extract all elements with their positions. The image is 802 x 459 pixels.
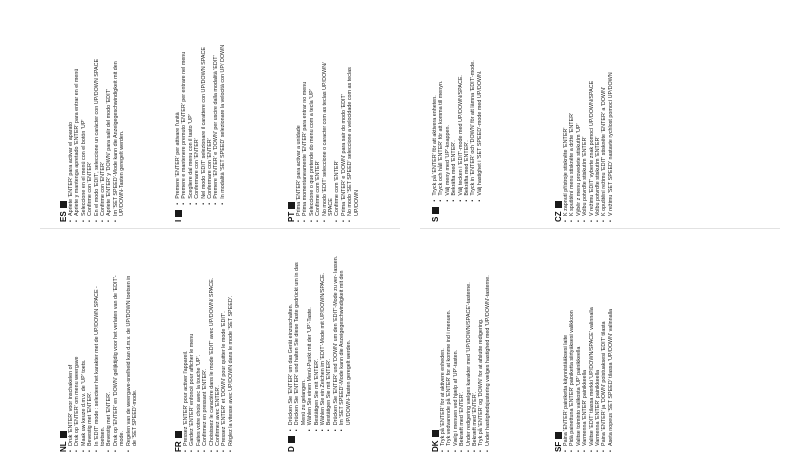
instruction-item: • Välj tecken i 'EDIT'-mode med UP/DOWN/SPACE. <box>458 24 464 202</box>
language-code-label: S <box>431 216 440 222</box>
instruction-item: • Bestätigen Sie mit 'ENTER'. <box>314 253 320 431</box>
instruction-item: • Volbu potvrďte stiskutím 'ENTER' <box>582 44 588 222</box>
instruction-item: • Faites votre choix avec la touche 'UP'. <box>196 274 202 452</box>
language-code-label: ES <box>59 211 68 222</box>
instruction-item: • En el modo 'EDIT', seleccione un carácter con UP/DOWN SPACE <box>94 44 100 222</box>
instruction-item: • Drücken Sie 'ENTER' um das Gerät einzuschalten. <box>288 253 294 431</box>
section-fr <box>175 252 234 452</box>
instruction-item: • Bevestig met 'ENTER'. <box>87 274 93 452</box>
instruction-item: • K zapnutí přístroje stiskněte 'ENTER' <box>563 44 569 222</box>
instruction-list <box>296 44 360 222</box>
language-code <box>555 201 563 222</box>
instruction-list <box>68 274 138 452</box>
instruction-list <box>183 274 234 452</box>
instruction-item: • Tryk vedvarende på 'ENTER' for at komme ind i menuen. <box>446 274 452 452</box>
language-code-label: I <box>174 219 183 222</box>
instruction-item: • Tryck på 'ENTER' för att aktivera enheten. <box>432 24 438 202</box>
section-es <box>60 22 126 222</box>
instruction-item: • Bekräfta med 'ENTER'. <box>464 24 470 202</box>
instruction-item: • Prima 'ENTER' e 'DOWN' para sair do modo 'EDIT' <box>341 44 347 222</box>
instruction-item: • Wählen Sie ein Zeichen im 'EDIT'-Mode mit UP/DOWN/SPACE. <box>320 253 326 431</box>
instruction-item: • Premere 'ENTER' per attivare l'unità <box>175 27 181 205</box>
instruction-item: • Druk 'ENTER' voor inschakelen of <box>68 274 74 452</box>
instruction-item: • Maak uw keuze d.m.v. de 'UP' toets. <box>81 274 87 452</box>
instruction-item: • Paina 'ENTER' painiketta käynnistääksesi laite <box>563 274 569 452</box>
instruction-item: • Confirme con 'ENTER' <box>100 44 106 222</box>
language-code-label: PT <box>287 211 296 222</box>
instruction-item: • Confirme com 'ENTER' <box>315 44 321 222</box>
language-code <box>175 210 183 222</box>
section-sf <box>555 252 614 452</box>
instruction-item: • Apriete y mantenga apretado 'ENTER' para entrar en el menú <box>74 44 80 222</box>
instruction-item: • Bevestig met 'ENTER'. <box>106 274 112 452</box>
section-d <box>288 252 352 452</box>
instruction-list <box>175 27 226 205</box>
language-marker-icon <box>60 201 67 208</box>
instruction-item: • Confirme con 'ENTER' <box>87 44 93 222</box>
instruction-item: • Choisissez le caractère dans le mode 'EDIT' avec UP/DOWN/ SPACE. <box>209 274 215 452</box>
instruction-item: • In modalità 'SET SPEED' selezionare la velocità con UP/ DOWN <box>220 27 226 205</box>
instruction-item: • Confirme com 'ENTER' <box>334 44 340 222</box>
language-marker-icon <box>432 207 439 214</box>
instruction-item: • Pidä painettuna 'ENTER' painiketta siirtyäksesi valikkoon <box>569 274 575 452</box>
instruction-item: • Bekräfta med 'ENTER'. <box>451 24 457 202</box>
instruction-item: • Premere e mantenere premuto 'ENTER' per entrare nel menu <box>181 27 187 205</box>
instruction-item: • Pressez 'ENTER' pour activer l'appareil. <box>183 274 189 452</box>
instruction-item: • Druk op 'ENTER' om menu weergave <box>74 274 80 452</box>
language-code-label: DK <box>431 440 440 452</box>
instruction-item: • Premere 'ENTER' e 'DOWN' per uscire dalla modalità 'EDIT' <box>213 27 219 205</box>
instruction-item: • No modo 'EDIT' seleccione o caracter com as teclas UP/DOWN/ SPACE <box>322 44 335 222</box>
instruction-item: • Välj hastighet i 'SET SPEED'-mode med UP/DOWN. <box>477 24 483 202</box>
instruction-item: • Výběr z menu provedete stiskutím 'UP' <box>576 44 582 222</box>
language-marker-icon <box>555 432 562 439</box>
instruction-item: • No modo 'SET SPEED' seleccione a velocidade com as teclas UP/DOWN <box>347 44 360 222</box>
instruction-item: • Paina 'ENTER' ja 'DOWN' poistuaksesi 'EDIT' tilasta <box>601 274 607 452</box>
divider <box>40 228 400 229</box>
instruction-item: • Regelen van de weergave-snelheid kan d.m.v. de UP/DOWN toetsen in de 'SET SPEED'-mode. <box>126 274 139 452</box>
instruction-item: • In 'EDIT' mode : selecteer het karakter met de UP/DOWN SPACE - toetsen. <box>94 274 107 452</box>
instruction-item: • V režimu 'SET SPEED' nastavte rychlost pomocí UP/DOWN <box>608 44 614 222</box>
language-code <box>288 202 296 222</box>
language-code <box>555 432 563 452</box>
instruction-item: • Confirmez en pressant 'ENTER'. <box>202 274 208 452</box>
instruction-item: • Prima momentaneamente 'ENTER' para entrar no menu <box>302 44 308 222</box>
instruction-list <box>432 24 483 202</box>
instruction-item: • Nel modo 'EDIT' selezionare il carattere con UP/DOWN SPACE <box>201 27 207 205</box>
instruction-item: • Seleccione o que pretende do menu com a tecla 'UP' <box>309 44 315 222</box>
instruction-item: • Varmenna 'ENTER' painikkeella <box>595 274 601 452</box>
section-nl <box>60 252 138 452</box>
instruction-item: • Tryck in 'ENTER' och 'DOWN' för att lämna 'EDIT'-mode. <box>470 24 476 202</box>
language-marker-icon <box>432 430 439 437</box>
instruction-item: • Confermare con 'ENTER' <box>207 27 213 205</box>
instruction-item: • Tryk på 'ENTER' for at aktivere enheden. <box>440 274 446 452</box>
language-code-label: CZ <box>554 211 563 222</box>
instruction-item: • Apriete 'ENTER' y 'DOWN' para salir del modo 'EDIT' <box>106 44 112 222</box>
language-code-label: D <box>287 446 296 452</box>
instruction-item: • Apriete 'ENTER' para activar el aparato <box>68 44 74 222</box>
instruction-item: • Tryk på 'ENTER' og 'DOWN' for at afslutte redigering. <box>478 274 484 452</box>
instruction-item: • Im 'SET SPEED'-Mode kann die Anzeigegeschwindigkeit mit den UP/DOWN-Tasten geregelt werden. <box>113 44 126 222</box>
language-code-label: SF <box>554 441 563 452</box>
instruction-item: • Confirmez avec 'ENTER'. <box>215 274 221 452</box>
section-cz <box>555 22 614 222</box>
instruction-item: • Bestätigen Sie mit 'ENTER'. <box>326 253 332 431</box>
section-pt <box>288 22 360 222</box>
section-s <box>432 22 483 222</box>
section-dk <box>432 252 491 452</box>
instruction-item: • Aseta nopeus 'SET SPEED' tilassa 'UP/DOWN' valinnalla <box>608 274 614 452</box>
instruction-item: • Under hastighedsjustering vælges hastighed med 'UP/DOWN'-tasterne. <box>485 274 491 452</box>
instruction-item: • Valitse toiminto valikosta 'UP' painikkeella <box>576 274 582 452</box>
instruction-item: • Varmenna 'ENTER' painikkeella <box>582 274 588 452</box>
language-marker-icon <box>288 202 295 209</box>
instruction-item: • Bekræft med 'ENTER'. <box>459 274 465 452</box>
instruction-item: • V režimu 'EDIT' vyberte znak pomocí UP/DOWN/SPACE <box>589 44 595 222</box>
instruction-item: • Tryck och håll 'ENTER' för att komma till menyn. <box>438 24 444 202</box>
language-code <box>60 201 68 222</box>
language-code <box>288 436 296 452</box>
language-code <box>175 431 183 452</box>
instruction-item: • Seleccione en el menú con el botón 'UP' <box>81 44 87 222</box>
instruction-item: • Drücken Sie 'ENTER' und 'DOWN' um den 'EDIT'-Mode zu ver- lassen. <box>333 253 339 431</box>
language-marker-icon <box>60 431 67 438</box>
language-code-label: NL <box>59 441 68 452</box>
instruction-item: • Under redigering vælges karakter med 'UP/DOWN/SPACE'-tasterne. <box>466 274 472 452</box>
instruction-item: • Drücken Sie 'ENTER' und halten Sie diese Taste gedrückt um in das Menü zu gelangen. <box>294 253 307 431</box>
instruction-item: • Im 'SET SPEED'-Mode kann die Anzeigegeschwindigkeit mit den UP/DOWN-Tasten geregelt werden. <box>339 253 352 431</box>
instruction-item: • Pressez 'ENTER' et 'DOWN' pour quitter le mode 'EDIT'. <box>221 274 227 452</box>
instruction-item: • Bekræft med 'ENTER'. <box>472 274 478 452</box>
language-code <box>60 431 68 452</box>
language-marker-icon <box>175 210 182 217</box>
instruction-item: • Volbu potvrďte stiskutím 'ENTER' <box>595 44 601 222</box>
divider <box>420 228 780 229</box>
language-marker-icon <box>175 431 182 438</box>
instruction-item: • Confermare con 'ENTER' <box>194 27 200 205</box>
instruction-item: • Wählen Sie einen Menü-Punkt mit der 'UP'-Taste. <box>307 253 313 431</box>
language-code <box>432 430 440 452</box>
section-i <box>175 22 226 222</box>
instruction-item: • Gardez 'ENTER' enfoncé pour afficher le menu <box>189 274 195 452</box>
instruction-item: • Valitse 'EDIT' tilassa merkki 'UP/DOWN/SPACE' valinnalla <box>589 274 595 452</box>
instruction-item: • K spuštění menu stiskněte a držte 'ENTER' <box>569 44 575 222</box>
instruction-list <box>563 44 614 222</box>
instruction-item: • Réglez la vitesse avec UP/DOWN dans le mode 'SET SPEED'. <box>228 274 234 452</box>
instruction-item: • Vælg i menuen ved hjælp af 'UP'-tasten. <box>453 274 459 452</box>
language-code-label: FR <box>174 441 183 452</box>
instruction-item: • K opuštění režimu 'EDIT' stiskněte 'ENTER' a 'DOWN' <box>601 44 607 222</box>
instruction-item: • Välj meny med 'UP'-knappen. <box>445 24 451 202</box>
instruction-list <box>563 274 614 452</box>
instruction-list <box>288 253 352 431</box>
instruction-item: • Prima 'ENTER' para activar a unidade <box>296 44 302 222</box>
language-marker-icon <box>288 436 295 443</box>
instruction-item: • Scegliere dal menu con il tasto 'UP' <box>188 27 194 205</box>
instruction-list <box>440 274 491 452</box>
instruction-list <box>68 44 126 222</box>
instruction-item: • Druk op 'ENTER' en 'DOWN' gelijktijdig voor het verlaten van de 'EDIT'-mode. <box>113 274 126 452</box>
language-marker-icon <box>555 201 562 208</box>
language-code <box>432 207 440 222</box>
